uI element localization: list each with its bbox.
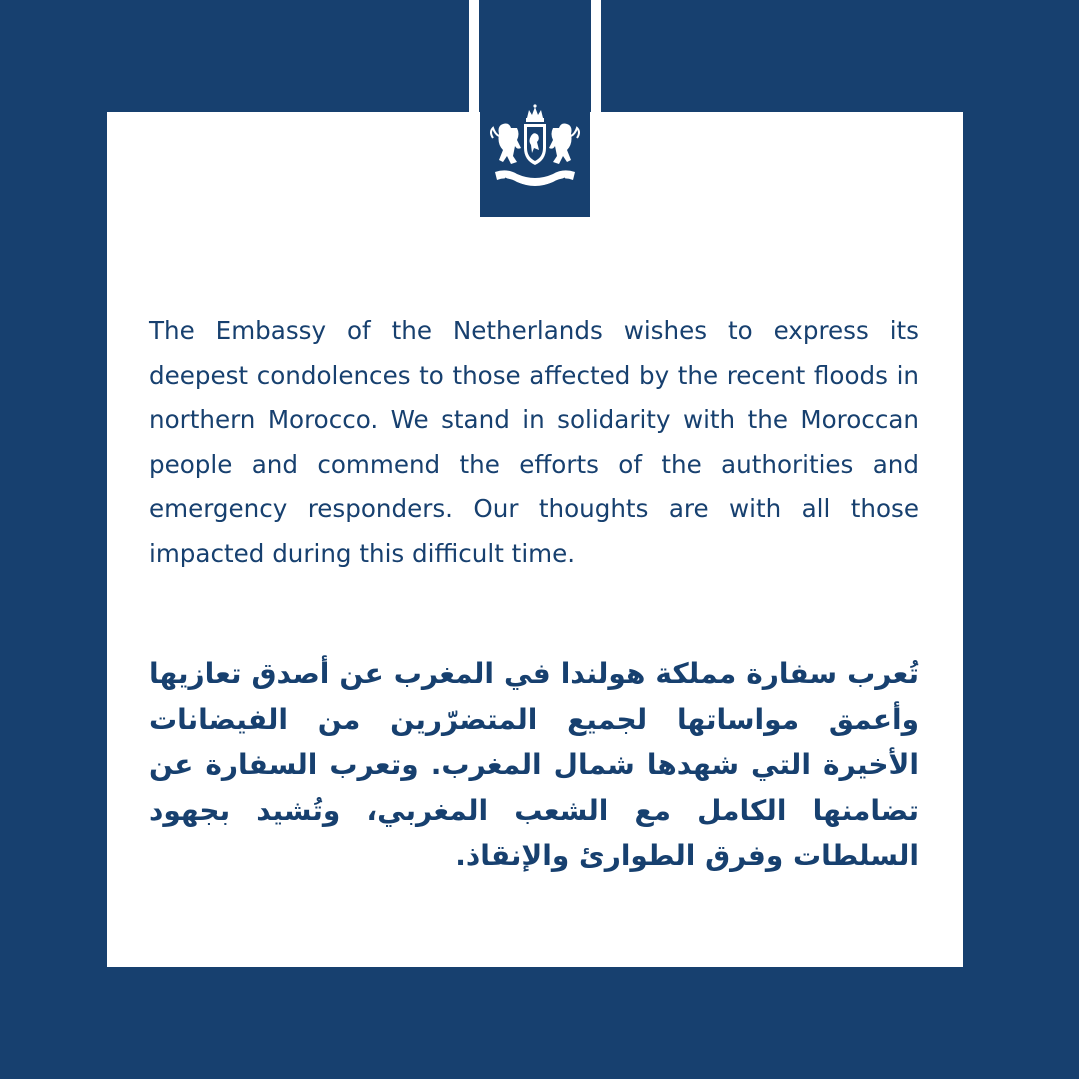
arabic-message: تُعرب سفارة مملكة هولندا في المغرب عن أصدق تعازيها وأعمق مواساتها لجميع المتضرّرين من الفيضانات الأخيرة التي شهدها شمال المغرب. وتعرب السفارة عن تضامنها الكامل مع الشعب المغربي، وتُشيد بجهود السلطات وفرق الطوارئ والإنقاذ.: [149, 657, 919, 872]
english-message: The Embassy of the Netherlands wishes to express its deepest condolences to those affected by the recent floods in northern Morocco. We stand in solidarity with the Moroccan people and commend the efforts of the authorities and emergency responders. Our thoughts are with all those impacted during this difficult time.: [149, 316, 919, 568]
top-white-strip-right: [591, 0, 601, 112]
netherlands-coat-of-arms-icon: [487, 104, 583, 196]
top-white-strip-left: [469, 0, 479, 112]
